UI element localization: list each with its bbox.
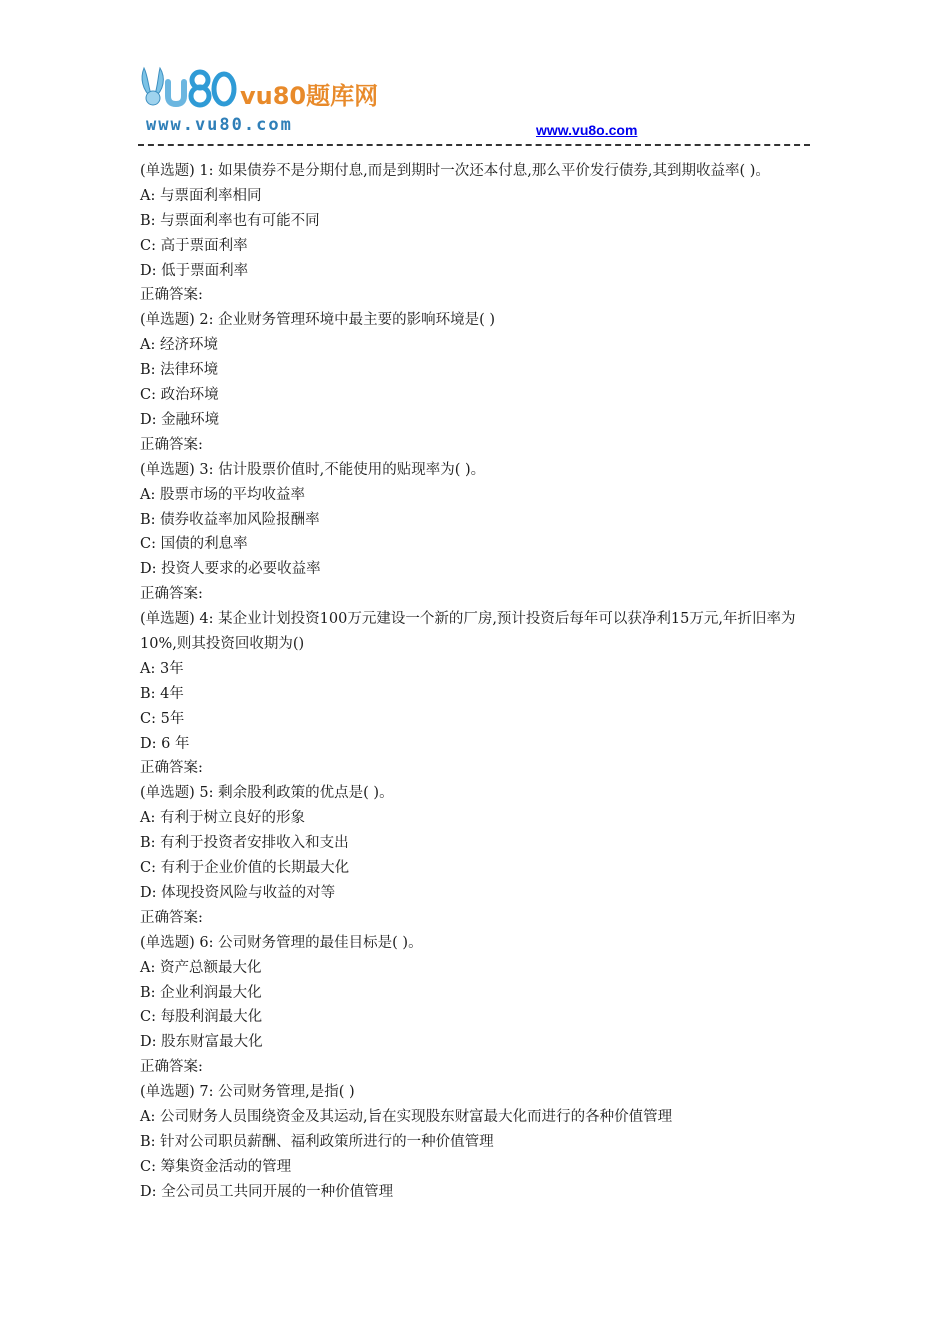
question-stem: (单选题) 2: 企业财务管理环境中最主要的影响环境是( ) — [140, 312, 496, 329]
answer-option: A: 经济环境 — [140, 337, 218, 354]
answer-option: C: 政治环境 — [140, 387, 219, 404]
question-block — [140, 1080, 820, 1204]
answer-option: D: 投资人要求的必要收益率 — [140, 561, 321, 578]
answer-option: B: 与票面利率也有可能不同 — [140, 212, 320, 229]
question-block — [140, 607, 820, 781]
question-stem: (单选题) 5: 剩余股利政策的优点是( )。 — [140, 785, 394, 802]
answer-option: A: 资产总额最大化 — [140, 959, 262, 976]
correct-answer-label: 正确答案: — [140, 1059, 203, 1076]
question-stem: (单选题) 4: 某企业计划投资100万元建设一个新的厂房,预计投资后每年可以获净利15万元,年折旧率为10%,则其投资回收期为() — [140, 611, 796, 652]
logo-url-text: www.vu80.com — [146, 115, 293, 135]
correct-answer-label: 正确答案: — [140, 287, 203, 304]
page-header — [138, 64, 818, 144]
answer-option: C: 国债的利息率 — [140, 536, 248, 553]
answer-option: A: 有利于树立良好的形象 — [140, 810, 305, 827]
answer-option: A: 3年 — [140, 660, 184, 677]
question-block — [140, 308, 820, 457]
answer-option: B: 法律环境 — [140, 362, 219, 379]
answer-option: C: 有利于企业价值的长期最大化 — [140, 860, 350, 877]
site-link[interactable]: www.vu8o.com — [536, 122, 638, 138]
answer-option: B: 有利于投资者安排收入和支出 — [140, 835, 349, 852]
answer-option: B: 4年 — [140, 685, 184, 702]
answer-option: D: 体现投资风险与收益的对等 — [140, 884, 336, 901]
answer-option: D: 金融环境 — [140, 411, 220, 428]
correct-answer-label: 正确答案: — [140, 760, 203, 777]
question-stem: (单选题) 6: 公司财务管理的最佳目标是( )。 — [140, 934, 423, 951]
answer-option: C: 高于票面利率 — [140, 237, 248, 254]
answer-option: B: 债券收益率加风险报酬率 — [140, 511, 320, 528]
logo-title-text: vu80题库网 — [240, 82, 379, 110]
answer-option: A: 股票市场的平均收益率 — [140, 486, 305, 503]
question-stem: (单选题) 1: 如果债券不是分期付息,而是到期时一次还本付息,那么平价发行债券,其到期收益率( )。 — [140, 163, 770, 179]
answer-option: B: 针对公司职员薪酬、福利政策所进行的一种价值管理 — [140, 1133, 494, 1150]
question-list — [140, 159, 820, 1205]
correct-answer-label: 正确答案: — [140, 909, 203, 926]
answer-option: D: 股东财富最大化 — [140, 1034, 263, 1051]
answer-option: B: 企业利润最大化 — [140, 984, 262, 1001]
question-block — [140, 931, 820, 1080]
answer-option: D: 低于票面利率 — [140, 262, 249, 279]
answer-option: C: 5年 — [140, 710, 185, 727]
correct-answer-label: 正确答案: — [140, 436, 203, 453]
header-divider — [138, 144, 810, 146]
question-stem: (单选题) 7: 公司财务管理,是指( ) — [140, 1084, 355, 1101]
question-block — [140, 159, 820, 308]
question-stem: (单选题) 3: 估计股票价值时,不能使用的贴现率为( )。 — [140, 461, 486, 478]
question-block — [140, 458, 820, 607]
answer-option: C: 每股利润最大化 — [140, 1009, 263, 1026]
answer-option: D: 6 年 — [140, 735, 190, 752]
question-block — [140, 781, 820, 930]
site-logo[interactable] — [138, 64, 379, 136]
answer-option: A: 与票面利率相同 — [140, 187, 262, 204]
answer-option: D: 全公司员工共同开展的一种价值管理 — [140, 1183, 394, 1200]
vu80-logo-graphic — [138, 64, 379, 136]
answer-option: C: 筹集资金活动的管理 — [140, 1158, 292, 1175]
correct-answer-label: 正确答案: — [140, 586, 203, 603]
answer-option: A: 公司财务人员围绕资金及其运动,旨在实现股东财富最大化而进行的各种价值管理 — [140, 1108, 673, 1125]
